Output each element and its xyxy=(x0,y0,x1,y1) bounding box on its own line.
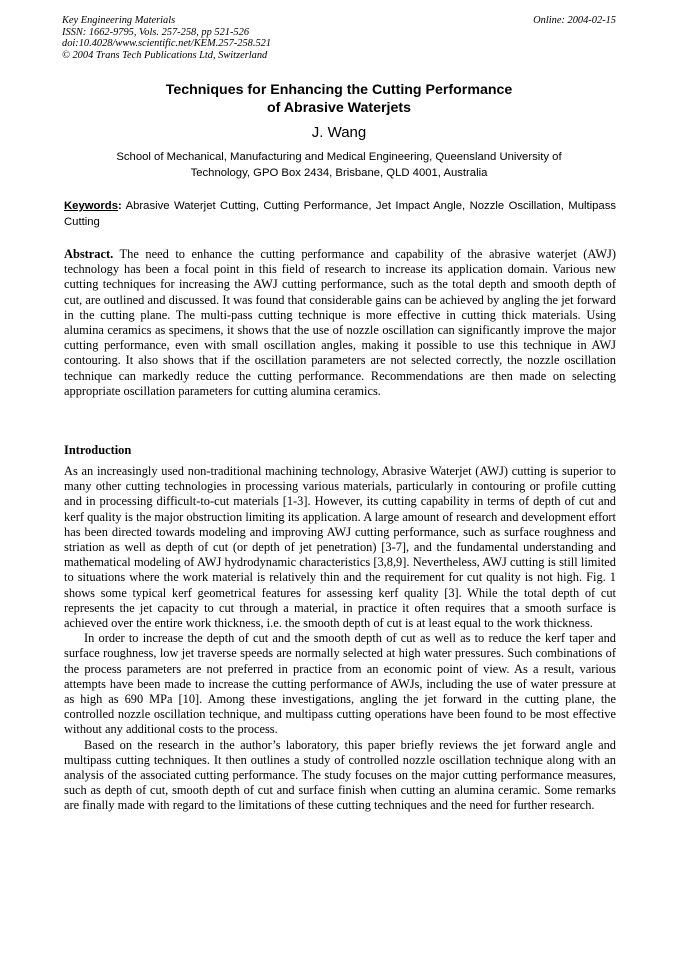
affiliation xyxy=(64,150,614,181)
keywords-text: Abrasive Waterjet Cutting, Cutting Performance, Jet Impact Angle, Nozzle Oscillation, Multipass Cutting xyxy=(64,200,616,228)
introduction-body xyxy=(64,464,616,814)
title-line-1: Techniques for Enhancing the Cutting Performance xyxy=(165,82,513,98)
intro-paragraph-1: As an increasingly used non-traditional machining technology, Abrasive Waterjet (AWJ) cutting is superior to many other cutting technologies in processing various materials, particularly in contouring or profile cutting and in processing difficult-to-cut materials [1-3]. However, its cutting capability in terms of depth of cut and kerf quality is the major obstruction limiting its application. A large amount of research and development effort has been directed towards modeling and improving AWJ cutting performance, such as surface roughness and striation as well as depth of cut (or depth of jet penetration) [3-7], and the fundamental understanding and mathematical modeling of AWJ hydrodynamic characteristics [3,8,9]. Nevertheless, AWJ cutting is still limited to situations where the work material is relatively thin and the requirement for cut quality is not high. Fig. 1 shows some typical kerf geometrical features for assessing kerf quality [3]. While the total depth of cut represents the jet capacity to cut through a material, in practice it often requires that a smooth surface is achieved over the entire work thickness, i.e. the smooth depth of cut is at least equal to the work thickness. xyxy=(64,464,616,631)
journal-name: Key Engineering Materials xyxy=(62,15,176,26)
abstract xyxy=(64,247,616,399)
affiliation-line-2: Technology, GPO Box 2434, Brisbane, QLD 4001, Australia xyxy=(190,166,488,179)
keywords: Keywords: Abrasive Waterjet Cutting, Cutting Performance, Jet Impact Angle, Nozzle Oscillation, Multipass Cutting xyxy=(64,200,616,228)
doi-line: doi:10.4028/www.scientific.net/KEM.257-258.521 xyxy=(62,38,272,49)
abstract-label: Abstract. xyxy=(64,247,114,261)
intro-paragraph-2: In order to increase the depth of cut and the smooth depth of cut as well as to reduce the kerf taper and surface roughness, low jet traverse speeds are normally selected at high water pressures. Such combinations of the process parameters are not preferred in practice from an economic point of view. As a result, various attempts have been made to increase the cutting performance of AWJs, including the use of water pressure at as high as 690 MPa [10]. Among these investigations, angling the jet forward in the cutting plane, the controlled nozzle oscillation technique, and multipass cutting operations have been found to be most effective without any additional costs to the process. xyxy=(64,631,616,737)
copyright-line: © 2004 Trans Tech Publications Ltd, Switzerland xyxy=(62,49,268,61)
section-heading-introduction: Introduction xyxy=(64,443,132,457)
keywords-label: Keywords xyxy=(64,200,118,212)
intro-paragraph-3: Based on the research in the author’s laboratory, this paper briefly reviews the jet forward angle and multipass cutting techniques. It then outlines a study of controlled nozzle oscillation technique along with an analysis of the associated cutting performance. The study focuses on the major cutting performance measures, such as depth of cut, smooth depth of cut and surface finish when cutting an alumina ceramic. Some remarks are finally made with regard to the limitations of these cutting techniques and the need for further research. xyxy=(64,737,616,813)
journal-header xyxy=(62,15,616,61)
abstract-text: The need to enhance the cutting performance and capability of the abrasive waterjet (AWJ) technology has been a focal point in this field of research to increase its application domain. Various new cutting techniques for increasing the AWJ cutting performance, such as the total depth and smooth depth of cut, are outlined and discussed. It was found that considerable gains can be achieved by angling the jet forward in the cutting plane. The multi-pass cutting technique is more effective in cutting thick materials. Using alumina ceramics as specimens, it shows that the use of nozzle oscillation can significantly improve the major cutting performance, even with small oscillation angles, making it possible to use this technique in AWJ contouring. It also shows that if the oscillation parameters are not selected correctly, the nozzle oscillation technique can markedly reduce the cutting performance. Recommendations are then made on selecting appropriate oscillation parameters for cutting alumina ceramics. xyxy=(64,247,616,398)
online-date: Online: 2004-02-15 xyxy=(533,15,616,26)
affiliation-line-1: School of Mechanical, Manufacturing and Medical Engineering, Queensland University of xyxy=(116,151,562,163)
author-name: J. Wang xyxy=(311,124,367,141)
issn-line: ISSN: 1662-9795, Vols. 257-258, pp 521-526 xyxy=(62,26,250,38)
paper-title xyxy=(64,82,614,117)
title-line-2: of Abrasive Waterjets xyxy=(266,99,412,116)
